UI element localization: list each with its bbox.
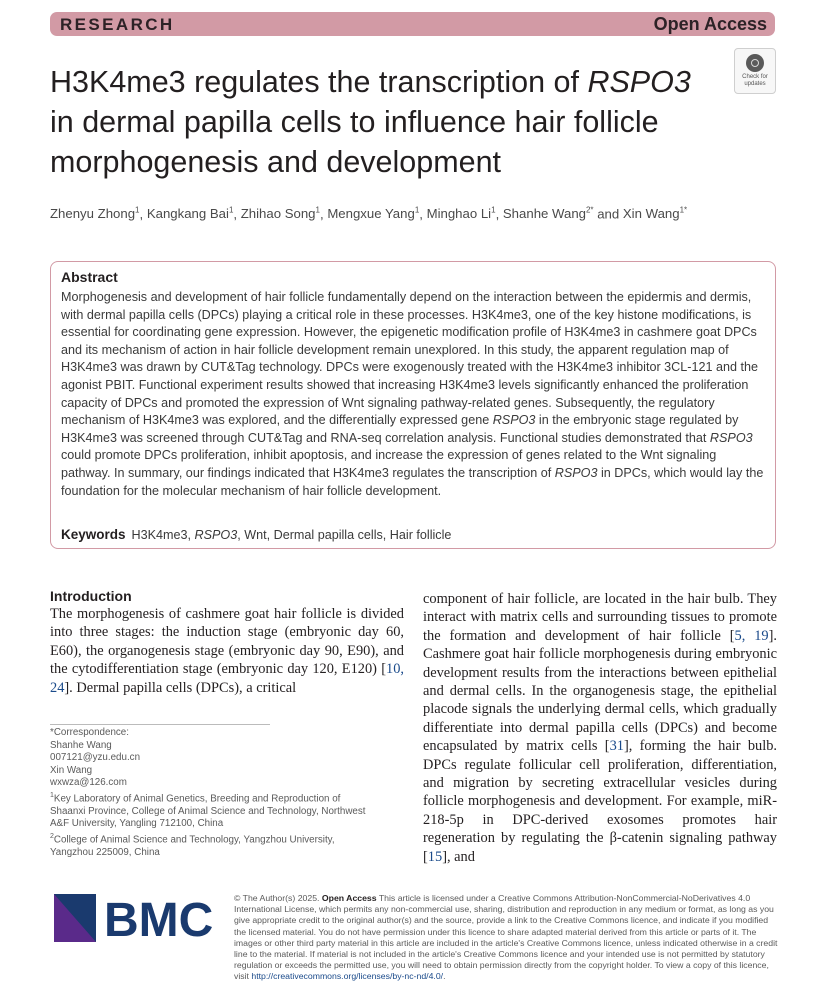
- section-heading-introduction: Introduction: [50, 588, 132, 604]
- abstract-body: Morphogenesis and development of hair follicle fundamentally depend on the interaction between the epidermis and dermis, with dermal papilla cells (DPCs) playing a critical role in these processes. H3K4me3, one of the key histone modifications, is essential for coordinating gene expression. However, the epigenetic modification profile of H3K4me3 in cashmere goat DPCs and its mechanism of action in hair follicle development remain unexplored. In this study, the apparent regulation map of H3K4me3 was drawn by CUT&Tag technology. DPCs were exogenously treated with the H3K4me3 inhibitor 3CL-121 and the agonist PBIT. Functional experiment results showed that increasing H3K4me3 levels significantly enhanced the proliferation capacity of DPCs and promoted the expression of Wnt signaling pathway-related genes. Subsequently, the regulatory mechanism of H3K4me3 was explored, and the differentially expressed gene RSPO3 in the embryonic stage regulated by H3K4me3 was screened through CUT&Tag and RNA-seq correlation analysis. Functional studies demonstrated that RSPO3 could promote DPCs proliferation, inhibit apoptosis, and increase the expression of genes related to the Wnt signaling pathway. In summary, our findings indicated that H3K4me3 regulates the transcription of RSPO3 in DPCs, which would lay the foundation for the molecular mechanism of hair follicle development.: [61, 290, 764, 498]
- crossmark-icon: [746, 54, 764, 72]
- license-statement: © The Author(s) 2025. Open Access This article is licensed under a Creative Commons Attribution-NonCommercial-NoDerivatives 4.0 International License, which permits any non-commercial use, sharing, distribution and reproduction in any medium or format, as long as you give appropriate credit to the original author(s) and the source, provide a link to the Creative Commons licence, and indicate if you modified the licensed material. You do not have permission under this licence to share adapted material derived from this article or parts of it. The images or other third party material in this article are included in the article's Creative Commons licence, unless indicated otherwise in a credit line to the material. If material is not included in the article's Creative Commons licence and your intended use is not permitted by statutory regulation or exceeds the permitted use, you will need to obtain permission directly from the copyright holder. To view a copy of this licence, visit http://creativecommons.org/licenses/by-nc-nd/4.0/.: [234, 893, 778, 982]
- citation-link[interactable]: 31: [609, 738, 624, 755]
- citation-link[interactable]: 5, 19: [734, 627, 769, 644]
- title-text: in dermal papilla cells to influence hair follicle: [50, 105, 659, 139]
- abstract-box: [50, 261, 776, 549]
- intro-paragraph-right: component of hair follicle, are located in the hair bulb. They interact with matrix cells and surrounding tissues to promote the formation and development of hair follicle [5, 19]. Cashmere goat hair follicle morphogenesis during embryonic development results from the interactions between epithelial and dermal cells. In the organogenesis stage, the epithelial placode signals the underlying dermal cells, which gradually differentiate into dermal papilla cells (DPCs) and become encapsulated by matrix cells [31], forming the hair bulb. DPCs regulate follicular cell proliferation, differentiation, and migration by secreting extracellular vesicles during follicle morphogenesis and development. For example, miR-218-5p in DPC-derived exosomes promotes hair regeneration by regulating the β-catenin signaling pathway [15], and: [423, 591, 778, 865]
- author[interactable]: Shanhe Wang$^{2*}$: [502, 206, 594, 222]
- citation-link[interactable]: 10, 24: [50, 661, 404, 696]
- article-title: [50, 62, 730, 182]
- check-updates-label: Check for updates: [742, 74, 768, 87]
- author[interactable]: Minghao Li$^1$: [426, 206, 496, 222]
- keywords: Keywords H3K4me3, RSPO3, Wnt, Dermal papilla cells, Hair follicle: [61, 527, 452, 542]
- license-link[interactable]: http://creativecommons.org/licenses/by-nc-nd/4.0/: [251, 971, 444, 982]
- author[interactable]: Mengxue Yang$^1$: [327, 206, 420, 222]
- author-email[interactable]: 007121@yzu.edu.cn: [50, 752, 141, 764]
- section-label: RESEARCH: [60, 15, 175, 34]
- affiliation: $^2$College of Animal Science and Technology, Yangzhou University, Yangzhou 225009, China: [50, 833, 335, 858]
- open-access-label: Open Access: [653, 14, 767, 34]
- keywords-label: Keywords: [61, 527, 126, 542]
- title-gene: RSPO3: [587, 65, 691, 99]
- title-text: H3K4me3 regulates the transcription of: [50, 65, 588, 99]
- author[interactable]: Zhenyu Zhong$^1$: [50, 206, 140, 222]
- open-access-badge: Open Access: [321, 893, 377, 903]
- bmc-logo: [50, 886, 220, 950]
- author[interactable]: Xin Wang$^{1*}$: [622, 206, 688, 222]
- footnotes: [50, 727, 370, 859]
- author[interactable]: Kangkang Bai$^1$: [146, 206, 234, 222]
- bmc-logo-text: BMC: [104, 894, 214, 947]
- author-email[interactable]: wxwza@126.com: [50, 777, 127, 789]
- correspondence-label: *Correspondence:: [50, 727, 129, 738]
- intro-paragraph-left: The morphogenesis of cashmere goat hair follicle is divided into three stages: the induction stage (embryonic day 60, E60), the organogenesis stage (embryonic day 90, E90), and the cytodifferentiation stage (embryonic day 120, E120) [10, 24]. Dermal papilla cells (DPCs), a critical: [50, 606, 404, 696]
- author-list: Zhenyu Zhong$^1$, Kangkang Bai$^1$, Zhihao Song$^1$, Mengxue Yang$^1$, Minghao Li$^1$, Shanhe Wang$^{2*}$ and Xin Wang$^{1*}$: [50, 206, 688, 222]
- title-text: morphogenesis and development: [50, 145, 502, 179]
- corresponding-author: Shanhe Wang: [50, 739, 112, 751]
- right-column: [423, 590, 777, 866]
- author[interactable]: Zhihao Song$^1$: [240, 206, 320, 222]
- abstract-heading: Abstract: [61, 269, 118, 285]
- authors-conjunction: and: [593, 206, 623, 222]
- footnote-divider: [50, 724, 270, 725]
- affiliation: $^1$Key Laboratory of Animal Genetics, Breeding and Reproduction of Shaanxi Province, College of Animal Science and Technology, Northwest A&F University, Yangling 712100, China: [50, 791, 366, 830]
- citation-link[interactable]: 15: [427, 848, 443, 865]
- check-for-updates-button[interactable]: [734, 48, 776, 94]
- corresponding-author: Xin Wang: [50, 764, 93, 776]
- left-column: [50, 587, 404, 697]
- section-banner: [50, 12, 775, 36]
